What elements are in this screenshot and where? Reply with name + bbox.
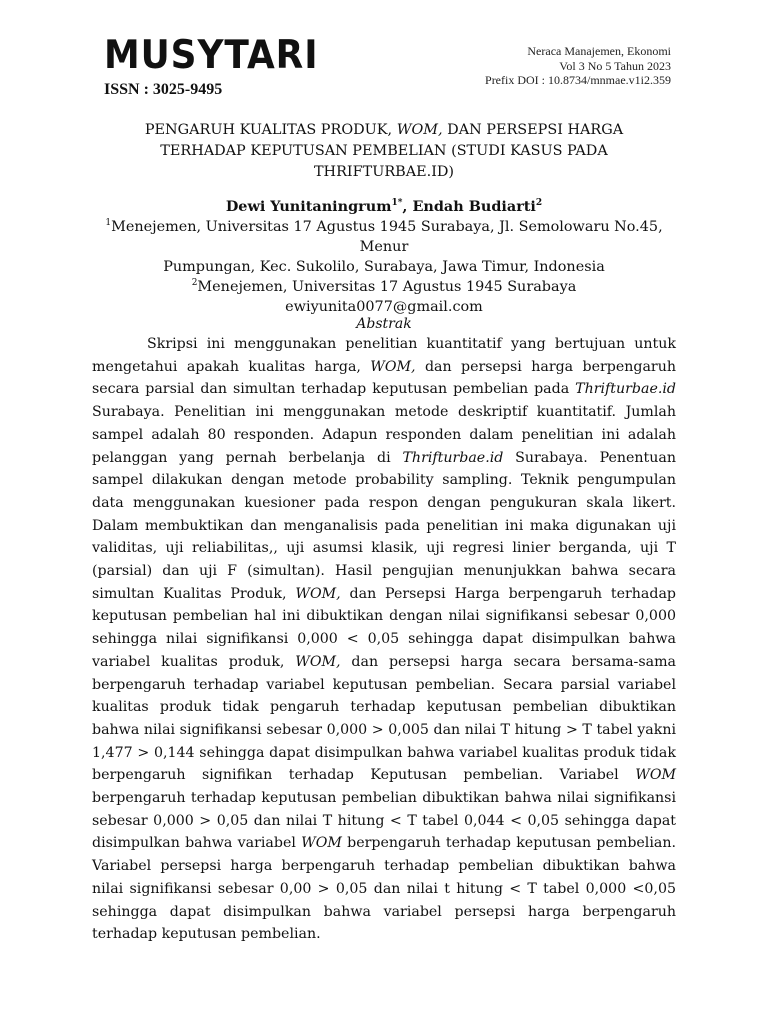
abstract-italic-5: WOM, bbox=[295, 653, 341, 670]
author-2: Endah Budiarti bbox=[412, 198, 536, 215]
author-1-sup: 1* bbox=[391, 198, 403, 209]
author-1: Dewi Yunitaningrum bbox=[225, 198, 392, 215]
paper-title bbox=[104, 120, 664, 183]
abstract-body bbox=[92, 333, 676, 946]
author-2-sup: 2 bbox=[535, 198, 543, 209]
author-separator: , bbox=[402, 198, 413, 215]
authors-block bbox=[92, 197, 676, 317]
abstract-italic-1: WOM, bbox=[370, 358, 416, 375]
affiliation-2 bbox=[92, 277, 676, 297]
abstract-italic-6: WOM bbox=[635, 767, 676, 784]
affiliation-2-sup: 2 bbox=[191, 278, 198, 289]
affiliation-1-sup: 1 bbox=[105, 218, 112, 229]
abstract-text-7: berpengaruh terhadap keputusan pembelian dibuktikan bahwa nilai signifikansi sebesar 0,000 > 0,05 dan nilai T hitung < T tabel 0,044 < 0,05 sehingga dapat disimpulkan bahwa variabel bbox=[92, 790, 676, 852]
journal-logo: MUSYTARI bbox=[104, 33, 319, 78]
abstract-text-4: Surabaya. Penentuan sampel dilakukan dengan metode probability sampling. Teknik pengumpulan data menggunakan kuesioner pada respon dengan pengukuran skala likert. Dalam membuktikan dan menganalisis pada penelitian ini maka digunakan uji validitas, uji reliabilitas,, uji asumsi klasik, uji regresi linier berganda, uji T (parsial) dan uji F (simultan). Hasil pengujian menunjukkan bahwa secara simultan Kualitas Produk, bbox=[92, 449, 676, 602]
abstract-italic-2: Thrifturbae.id bbox=[575, 381, 676, 398]
issn: ISSN : 3025-9495 bbox=[104, 81, 223, 98]
abstract-text-6: dan persepsi harga secara bersama-sama berpengaruh terhadap variabel keputusan pembelian. Secara parsial variabel kualitas produk tidak pengaruh terhadap keputusan pembelian dibuktikan bahwa nilai signifikansi sebesar 0,000 > 0,005 dan nilai T hitung > T tabel yakni 1,477 > 0,144 sehingga dapat disimpulkan bahwa variabel kualitas produk tidak berpengaruh signifikan terhadap Keputusan pembelian. Variabel bbox=[92, 653, 676, 784]
journal-volume: Vol 3 No 5 Tahun 2023 bbox=[559, 58, 671, 73]
abstract-text-1: Skripsi ini menggunakan penelitian kuantitatif yang bertujuan untuk mengetahui apakah kualitas harga, bbox=[92, 336, 676, 375]
abstract-heading: Abstrak bbox=[356, 316, 412, 332]
abstract-text-3: Surabaya. Penelitian ini menggunakan metode deskriptif kuantitatif. Jumlah sampel adalah 80 responden. Adapun responden dalam penelitian ini adalah pelanggan yang pernah berbelanja di bbox=[92, 404, 676, 466]
abstract-paragraph bbox=[92, 333, 676, 946]
author-names bbox=[92, 197, 676, 217]
journal-name: Neraca Manajemen, Ekonomi bbox=[527, 44, 671, 58]
author-email: ewiyunita0077@gmail.com bbox=[285, 299, 483, 315]
affiliation-1 bbox=[92, 217, 676, 257]
affiliation-1-line-1: Menejemen, Universitas 17 Agustus 1945 Surabaya, Jl. Semolowaru No.45, Menur bbox=[111, 219, 663, 255]
abstract-text-5: dan Persepsi Harga berpengaruh terhadap keputusan pembelian hal ini dibuktikan dengan nilai signifikansi sebesar 0,000 sehingga nilai signifikansi 0,000 < 0,05 sehingga dapat disimpulkan bahwa variabel kualitas produk, bbox=[92, 585, 676, 670]
abstract-text-8: berpengaruh terhadap keputusan pembelian. Variabel persepsi harga berpengaruh terhadap pembelian dibuktikan bahwa nilai signifikansi sebesar 0,00 > 0,05 dan nilai t hitung < T tabel 0,000 <0,05 sehingga dapat disimpulkan bahwa variabel persepsi harga berpengaruh terhadap keputusan pembelian. bbox=[92, 835, 676, 943]
title-part-2: WOM, bbox=[396, 122, 443, 138]
abstract-text-2: dan persepsi harga berpengaruh secara parsial dan simultan terhadap keputusan pembelian pada bbox=[92, 358, 676, 398]
affiliation-1-line-2: Pumpungan, Kec. Sukolilo, Surabaya, Jawa Timur, Indonesia bbox=[163, 259, 605, 275]
journal-info bbox=[485, 44, 671, 88]
title-part-1: PENGARUH KUALITAS PRODUK, bbox=[144, 122, 397, 138]
affiliation-2-text: Menejemen, Universitas 17 Agustus 1945 Surabaya bbox=[197, 279, 577, 295]
abstract-italic-7: WOM bbox=[301, 835, 342, 852]
title-part-3: DAN PERSEPSI HARGA TERHADAP KEPUTUSAN PEMBELIAN (STUDI KASUS PADA THRIFTURBAE.ID) bbox=[160, 122, 624, 180]
journal-doi: Prefix DOI : 10.8734/mnmae.v1i2.359 bbox=[485, 73, 671, 87]
abstract-italic-3: Thrifturbae.id bbox=[402, 449, 504, 466]
abstract-italic-4: WOM, bbox=[295, 585, 341, 602]
